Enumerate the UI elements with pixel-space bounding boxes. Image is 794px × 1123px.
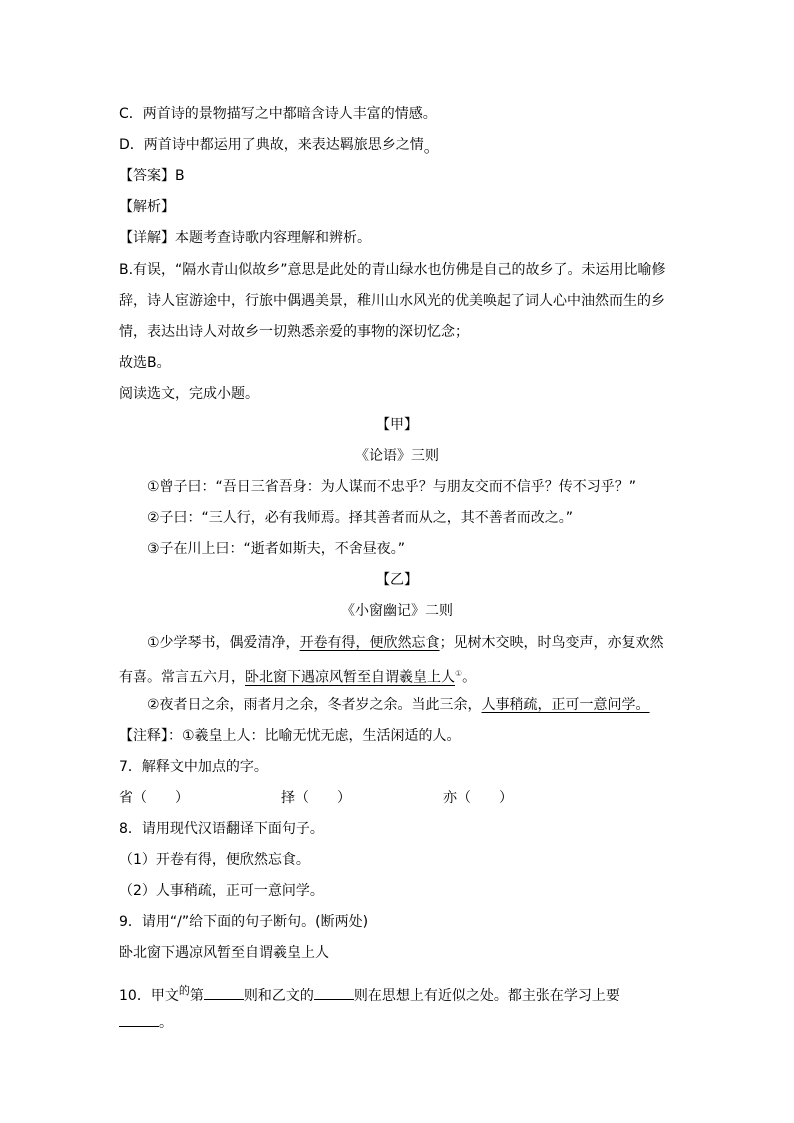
q7-blank-a: 省（ ）: [119, 790, 189, 806]
reading-intro: 阅读选文，完成小题。: [119, 386, 259, 402]
yi-item-2: [147, 695, 650, 715]
option-d-text: D．两首诗中都运用了典故，来表达羁旅思乡之情: [119, 137, 424, 153]
yi-item-2-text: ②夜者日之余，雨者月之余，冬者岁之余。当此三余，: [147, 697, 482, 713]
conclusion-line: 故选B。: [119, 355, 171, 371]
yi-item-1-underlined-1: 开卷有得，便欣然忘食: [299, 635, 440, 651]
q10-end: 。: [159, 1015, 173, 1031]
option-d-period: 。: [423, 137, 440, 156]
jia-item-1: ①曾子曰：“吾日三省吾身：为人谋而不忠乎？与朋友交而不信乎？传不习乎？”: [147, 479, 637, 495]
yi-item-1-text-c: 有喜。常言五六月，: [119, 669, 245, 686]
yi-item-1-line-2: [119, 664, 476, 688]
jia-label: 【甲】: [376, 417, 418, 433]
footnote-marker: ①: [455, 669, 463, 678]
q8-sentence-2: （2）人事稍疏，正可一意问学。: [119, 883, 324, 899]
answer-blank-2[interactable]: [314, 985, 354, 1000]
q9-stem: 9．请用“/”给下面的句子断句。(断两处): [119, 914, 369, 930]
q7-blanks: [119, 788, 513, 808]
explanation-line-2: 辞，诗人宦游途中，行旅中偶遇美景，稚川山水风光的优美唤起了词人心中油然而生的乡: [119, 293, 665, 309]
q10-text-1: 10．甲文: [119, 988, 179, 1004]
q10-text-3: 则和乙文的: [243, 988, 314, 1004]
yi-item-1-line-1: [147, 633, 664, 653]
answer-blank-3[interactable]: [119, 1012, 159, 1027]
q10-raised-char: 的: [178, 984, 190, 997]
q8-stem: 8．请用现代汉语翻译下面句子。: [119, 821, 324, 837]
explanation-line-3: 情，表达出诗人对故乡一切熟悉亲爱的事物的深切忆念；: [119, 324, 469, 340]
answer-blank-1[interactable]: [204, 985, 244, 1000]
q7-blank-c: 亦（ ）: [443, 790, 513, 806]
yi-item-1-text-a: ①少学琴书，偶爱清净，: [147, 635, 300, 651]
q10-line-1: [119, 981, 620, 1006]
explanation-line-1: B.有误，“隔水青山似故乡”意思是此处的青山绿水也仿佛是自己的故乡了。未运用比喻修: [119, 262, 666, 278]
detail-line: 【详解】本题考查诗歌内容理解和辨析。: [119, 230, 371, 246]
jia-item-3: ③子在川上曰：“逝者如斯夫，不舍昼夜。”: [147, 541, 406, 557]
q9-sentence: 卧北窗下遇凉风暂至自谓羲皇上人: [119, 945, 329, 961]
yi-item-2-underlined: 人事稍疏，正可一意问学。: [481, 697, 650, 713]
option-d: [119, 135, 440, 157]
yi-label: 【乙】: [376, 572, 418, 588]
q10-text-2: 第: [189, 988, 204, 1004]
note-line: 【注释】：①羲皇上人：比喻无忧无虑，生活闲适的人。: [119, 728, 461, 744]
yi-title: 《小窗幽记》二则: [341, 603, 453, 619]
jia-title: 《论语》三则: [355, 448, 439, 464]
q8-sentence-1: （1）开卷有得，便欣然忘食。: [119, 852, 310, 868]
analysis-heading: 【解析】: [119, 199, 175, 215]
answer-line: 【答案】B: [119, 168, 185, 184]
option-c: C．两首诗的景物描写之中都暗含诗人丰富的情感。: [119, 106, 437, 122]
yi-item-1-period: 。: [462, 669, 477, 686]
yi-item-1-text-b: ；见树木交映，时鸟变声，亦复欢然: [439, 635, 664, 651]
yi-item-1-underlined-2: 卧北窗下遇凉风暂至自谓羲皇上人: [245, 669, 455, 686]
q10-line-2: [119, 1012, 173, 1033]
q10-text-4: 则在思想上有近似之处。都主张在学习上要: [353, 988, 620, 1004]
q7-stem: 7．解释文中加点的字。: [119, 759, 268, 775]
q7-blank-b: 择（ ）: [281, 790, 351, 806]
jia-item-2: ②子曰：“三人行，必有我师焉。择其善者而从之，其不善者而改之。”: [147, 510, 574, 526]
